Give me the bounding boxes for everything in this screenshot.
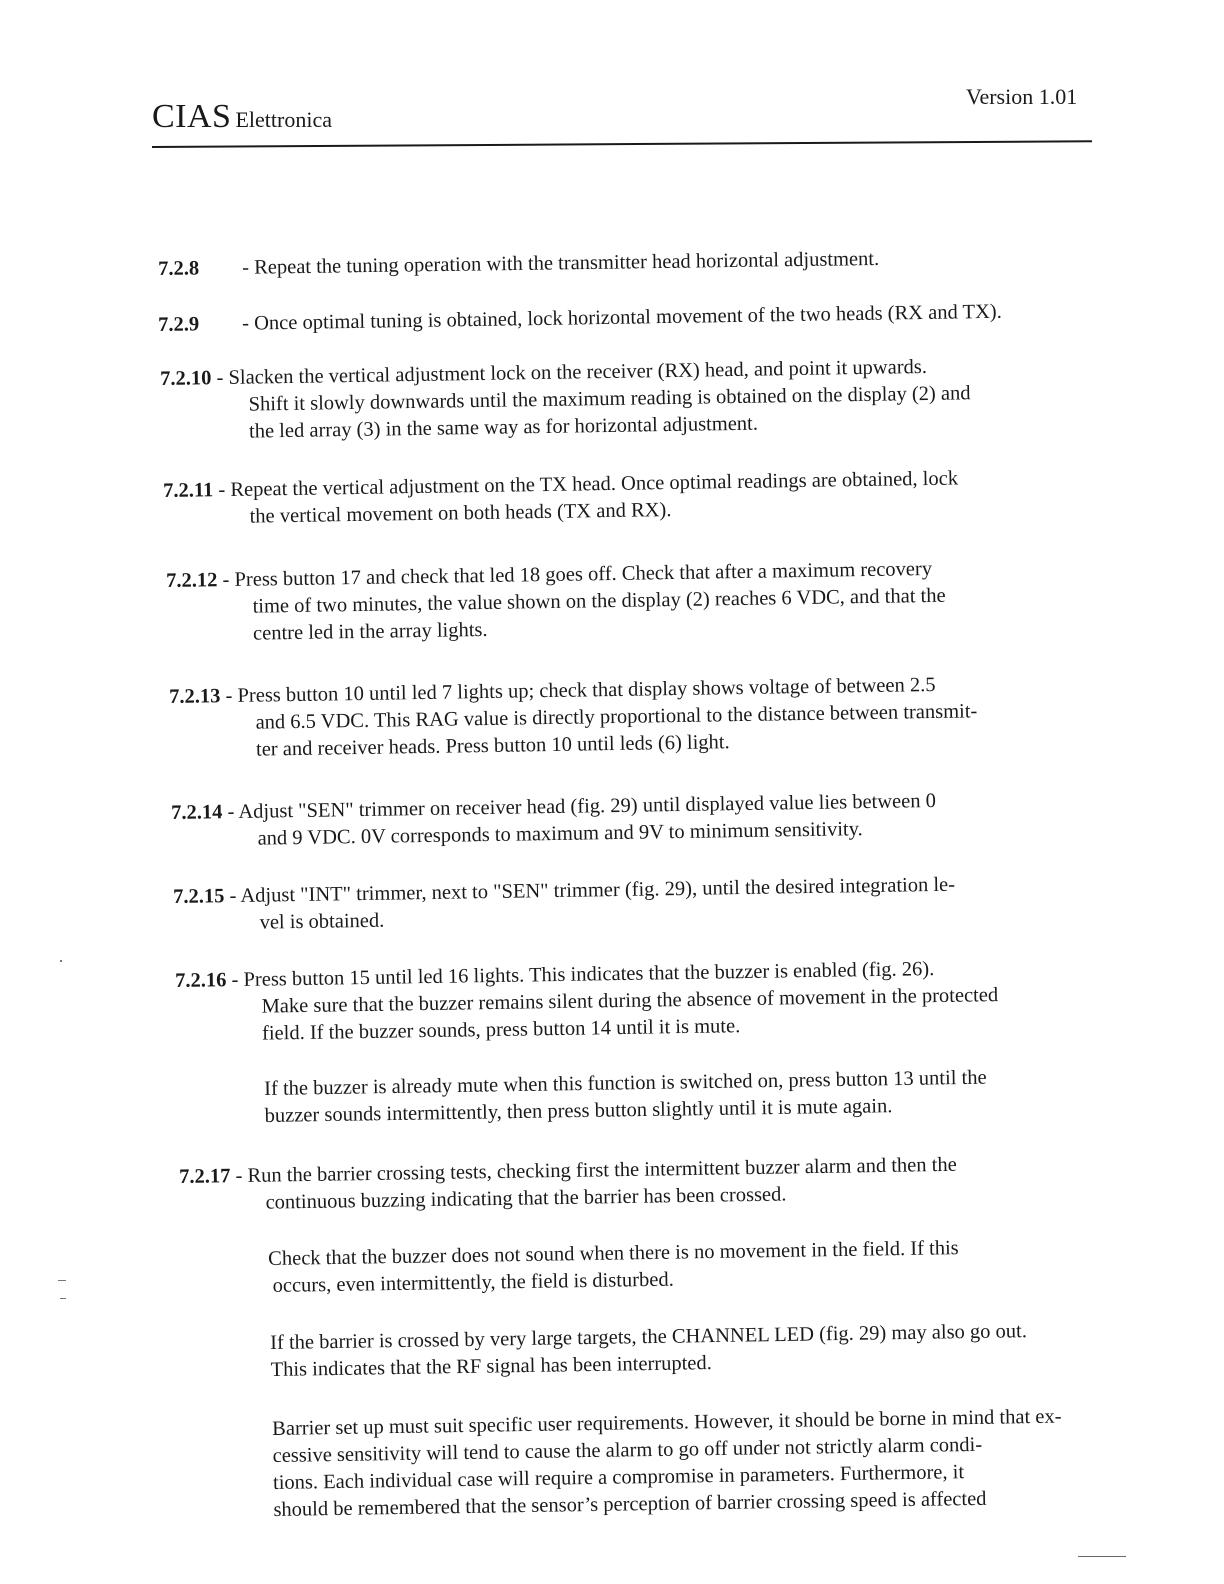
section-text: - Repeat the tuning operation with the transmitter head horizontal adjustment. [242, 247, 880, 279]
section-text-line: and 6.5 VDC. This RAG value is directly proportional to the distance between transmit- [255, 700, 978, 734]
section-text: - Repeat the vertical adjustment on the TX head. Once optimal readings are obtained, lock [218, 467, 959, 502]
paragraph-line: If the barrier is crossed by very large targets, the CHANNEL LED (fig. 29) may also go out. [270, 1320, 1028, 1354]
section-text-line: field. If the buzzer sounds, press button 14 until it is mute. [261, 1015, 741, 1045]
paragraph-line: occurs, even intermittently, the field is disturbed. [272, 1268, 674, 1297]
paragraph-line: If the buzzer is already mute when this function is switched on, press button 13 until the [264, 1066, 987, 1100]
section-7-2-9 [158, 299, 1002, 339]
section-text-line: vel is obtained. [259, 909, 385, 934]
section-text: - Press button 15 until led 16 lights. This indicates that the buzzer is enabled (fig. 26). [231, 958, 935, 992]
section-text-line: time of two minutes, the value shown on the display (2) reaches 6 VDC, and that the [252, 584, 946, 618]
section-text: - Adjust "INT" trimmer, next to "SEN" trimmer (fig. 29), until the desired integration le- [229, 873, 956, 908]
section-7-2-8 [158, 246, 879, 283]
paragraph-line: This indicates that the RF signal has been interrupted. [270, 1352, 712, 1381]
paragraph-large-targets [270, 1318, 1028, 1384]
section-number: 7.2.11 [163, 479, 214, 502]
section-text-line: Make sure that the buzzer remains silent during the absence of movement in the protected [261, 984, 999, 1018]
section-number: 7.2.9 [158, 313, 200, 336]
company-name [152, 98, 332, 136]
section-text-line: ter and receiver heads. Press button 10 until leds (6) light. [255, 731, 730, 761]
paragraph-no-movement [268, 1235, 959, 1300]
scan-speck [58, 1280, 66, 1281]
scan-mark [1078, 1556, 1126, 1557]
section-number: 7.2.12 [166, 569, 218, 592]
paragraph-line: cessive sensitivity will tend to cause the alarm to go off under not strictly alarm condi- [272, 1433, 983, 1467]
section-text: - Once optimal tuning is obtained, lock horizontal movement of the two heads (RX and TX). [242, 300, 1002, 335]
section-text: - Adjust "SEN" trimmer on receiver head (fig. 29) until displayed value lies between 0 [227, 789, 937, 824]
section-7-2-14 [171, 788, 937, 854]
section-7-2-16 [175, 955, 999, 1049]
section-text-line: the vertical movement on both heads (TX and RX). [249, 499, 672, 528]
paragraph-line: Check that the buzzer does not sound when there is no movement in the field. If this [268, 1237, 959, 1270]
brand-main: CIAS [152, 98, 232, 135]
scan-speck [60, 960, 62, 962]
section-number: 7.2.15 [173, 885, 225, 908]
section-number: 7.2.10 [160, 367, 212, 390]
paragraph-buzzer-mute [264, 1065, 987, 1130]
document-version: Version 1.01 [966, 84, 1078, 109]
section-number: 7.2.17 [179, 1165, 231, 1188]
section-text: - Slacken the vertical adjustment lock on the receiver (RX) head, and point it upwards. [216, 355, 928, 390]
section-7-2-10 [160, 353, 971, 447]
paragraph-line: tions. Each individual case will require a compromise in parameters. Furthermore, it [272, 1461, 965, 1494]
section-number: 7.2.16 [175, 969, 227, 992]
section-7-2-13 [169, 671, 978, 765]
paragraph-line: buzzer sounds intermittently, then press button slightly until it is mute again. [264, 1095, 893, 1127]
section-text-line: centre led in the array lights. [252, 618, 488, 645]
scan-speck [60, 1298, 66, 1299]
section-7-2-12 [166, 556, 946, 649]
paragraph-setup-requirements [272, 1404, 1063, 1524]
section-number: 7.2.14 [171, 801, 223, 824]
paragraph-line: Barrier set up must suit specific user requirements. However, it should be borne in mind that ex- [272, 1405, 1062, 1440]
paragraph-line: should be remembered that the sensor’s perception of barrier crossing speed is affected [273, 1487, 987, 1521]
section-text-line: Shift it slowly downwards until the maximum reading is obtained on the display (2) and [248, 382, 971, 416]
section-text-line: continuous buzzing indicating that the barrier has been crossed. [265, 1183, 787, 1214]
section-number: 7.2.8 [158, 257, 200, 280]
section-text: - Press button 17 and check that led 18 goes off. Check that after a maximum recovery [222, 557, 933, 592]
section-7-2-15 [173, 872, 956, 938]
section-text-line: the led array (3) in the same way as for horizontal adjustment. [248, 412, 759, 443]
section-text: - Press button 10 until led 7 lights up; check that display shows voltage of between 2.5 [225, 673, 936, 708]
section-7-2-17 [179, 1152, 957, 1218]
section-number: 7.2.13 [169, 685, 221, 708]
section-7-2-11 [163, 466, 959, 532]
section-text-line: and 9 VDC. 0V corresponds to maximum and 9V to minimum sensitivity. [257, 818, 863, 850]
brand-sub: Elettronica [235, 107, 332, 132]
header-divider [152, 140, 1092, 148]
section-text: - Run the barrier crossing tests, checking first the intermittent buzzer alarm and then the [235, 1153, 957, 1188]
